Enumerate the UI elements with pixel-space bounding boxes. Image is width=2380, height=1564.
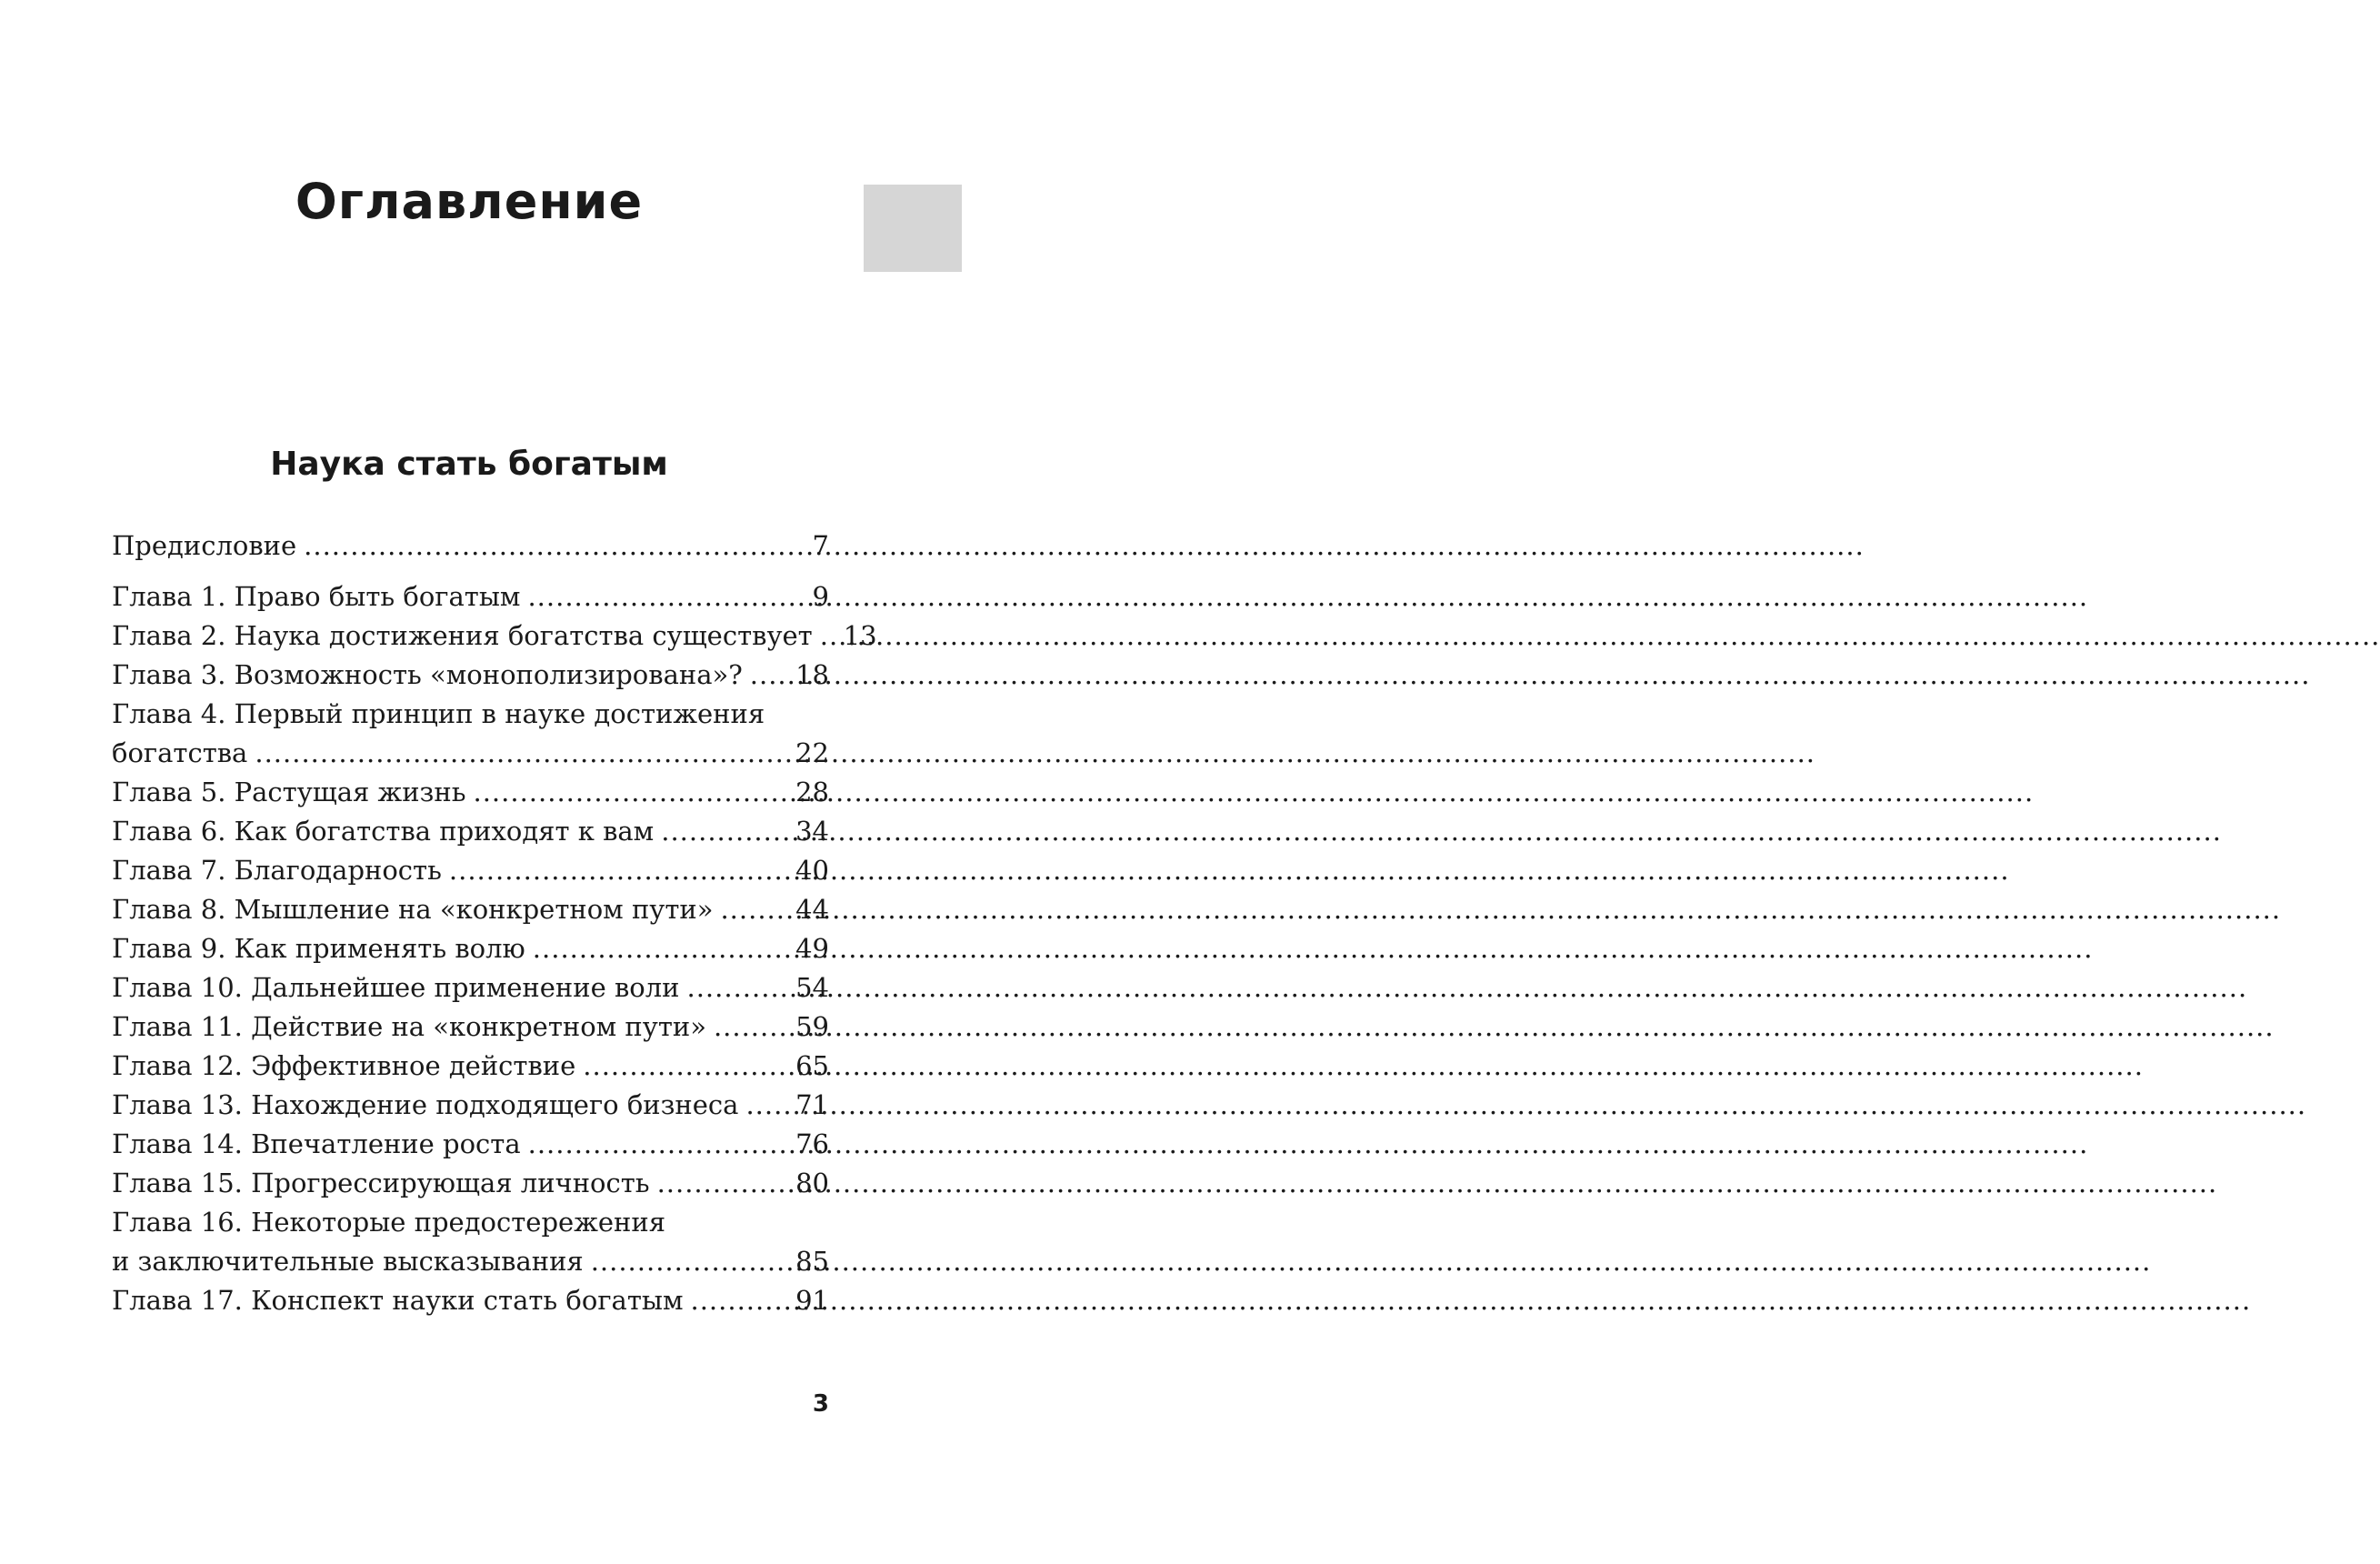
dot-leader — [738, 1086, 795, 1125]
toc-entry-page: 40 — [795, 855, 829, 886]
dot-leader — [743, 656, 795, 695]
toc-entry-page: 71 — [795, 1089, 829, 1120]
dot-leader — [520, 577, 812, 617]
toc-entry-label: Глава 14. Впечатление роста — [112, 1128, 521, 1159]
toc-entry-page: 65 — [795, 1050, 829, 1081]
table-of-contents — [112, 526, 877, 1320]
toc-entry-label: Глава 5. Растущая жизнь — [112, 777, 466, 807]
dot-leader — [521, 1125, 795, 1164]
toc-entry-chapter-4[interactable] — [112, 695, 829, 773]
dot-leader — [442, 851, 795, 890]
toc-entry-label: Глава 1. Право быть богатым — [112, 581, 521, 612]
toc-entry-page: 18 — [795, 659, 829, 690]
toc-entry-page: 80 — [795, 1168, 829, 1198]
toc-entry-chapter-16[interactable] — [112, 1203, 829, 1281]
toc-entry-label: Глава 6. Как богатства приходят к вам — [112, 816, 655, 847]
dot-leader — [706, 1008, 795, 1047]
dot-leader — [813, 617, 844, 656]
dot-leader — [680, 968, 796, 1008]
toc-entry-label: Глава 9. Как применять волю — [112, 933, 525, 964]
toc-entry-chapter-11[interactable] — [112, 1008, 829, 1047]
toc-entry-label: Глава 7. Благодарность — [112, 855, 442, 886]
toc-entry-label-continued: богатства — [112, 737, 248, 768]
toc-entry-label: Предисловие — [112, 530, 297, 561]
toc-entry-label: Глава 2. Наука достижения богатства существует — [112, 620, 813, 651]
toc-entry-chapter-12[interactable] — [112, 1047, 829, 1086]
dot-leader — [296, 526, 812, 566]
page-number: 3 — [812, 1390, 829, 1418]
toc-entry-page: 13 — [843, 620, 877, 651]
toc-entry-chapter-5[interactable] — [112, 773, 829, 812]
toc-entry-label: Глава 3. Возможность «монополизирована»? — [112, 659, 743, 690]
toc-entry-chapter-8[interactable] — [112, 890, 829, 929]
dot-leader — [466, 773, 796, 812]
section-title: Наука стать богатым — [270, 446, 668, 483]
toc-entry-label-continued: и заключительные высказывания — [112, 1246, 584, 1277]
toc-entry-page: 59 — [795, 1011, 829, 1042]
page-title: Оглавление — [295, 173, 644, 230]
toc-entry-page: 76 — [795, 1128, 829, 1159]
toc-entry-preface[interactable] — [112, 526, 829, 566]
toc-entry-chapter-2[interactable] — [112, 617, 877, 656]
toc-entry-label: Глава 12. Эффективное действие — [112, 1050, 576, 1081]
dot-leader — [713, 890, 795, 929]
toc-entry-page: 7 — [812, 530, 829, 561]
toc-entry-label: Глава 11. Действие на «конкретном пути» — [112, 1011, 706, 1042]
toc-entry-label: Глава 13. Нахождение подходящего бизнеса — [112, 1089, 739, 1120]
dot-leader — [575, 1047, 795, 1086]
toc-entry-page: 28 — [795, 777, 829, 807]
toc-entry-label: Глава 8. Мышление на «конкретном пути» — [112, 894, 714, 925]
toc-entry-chapter-13[interactable] — [112, 1086, 829, 1125]
toc-entry-page: 9 — [812, 581, 829, 612]
toc-entry-chapter-17[interactable] — [112, 1281, 829, 1320]
toc-entry-page: 49 — [795, 933, 829, 964]
toc-entry-page: 85 — [795, 1246, 829, 1277]
toc-entry-chapter-14[interactable] — [112, 1125, 829, 1164]
dot-leader — [584, 1242, 795, 1281]
edge-tab-marker — [864, 185, 962, 272]
dot-leader — [654, 812, 795, 851]
toc-entry-chapter-15[interactable] — [112, 1164, 829, 1203]
toc-entry-page: 91 — [795, 1285, 829, 1316]
toc-entry-page: 22 — [795, 737, 829, 768]
dot-leader — [650, 1164, 796, 1203]
dot-leader — [247, 734, 795, 773]
toc-entry-label: Глава 4. Первый принцип в науке достижения — [112, 698, 765, 729]
toc-entry-page: 34 — [795, 816, 829, 847]
toc-entry-label: Глава 10. Дальнейшее применение воли — [112, 972, 680, 1003]
toc-entry-label: Глава 17. Конспект науки стать богатым — [112, 1285, 684, 1316]
toc-entry-chapter-9[interactable] — [112, 929, 829, 968]
dot-leader — [525, 929, 795, 968]
toc-entry-chapter-10[interactable] — [112, 968, 829, 1008]
dot-leader — [684, 1281, 796, 1320]
toc-entry-chapter-3[interactable] — [112, 656, 829, 695]
toc-entry-chapter-1[interactable] — [112, 577, 829, 617]
toc-entry-label: Глава 16. Некоторые предостережения — [112, 1207, 665, 1238]
toc-entry-page: 44 — [795, 894, 829, 925]
toc-entry-chapter-7[interactable] — [112, 851, 829, 890]
toc-entry-label: Глава 15. Прогрессирующая личность — [112, 1168, 650, 1198]
toc-entry-page: 54 — [795, 972, 829, 1003]
toc-entry-chapter-6[interactable] — [112, 812, 829, 851]
